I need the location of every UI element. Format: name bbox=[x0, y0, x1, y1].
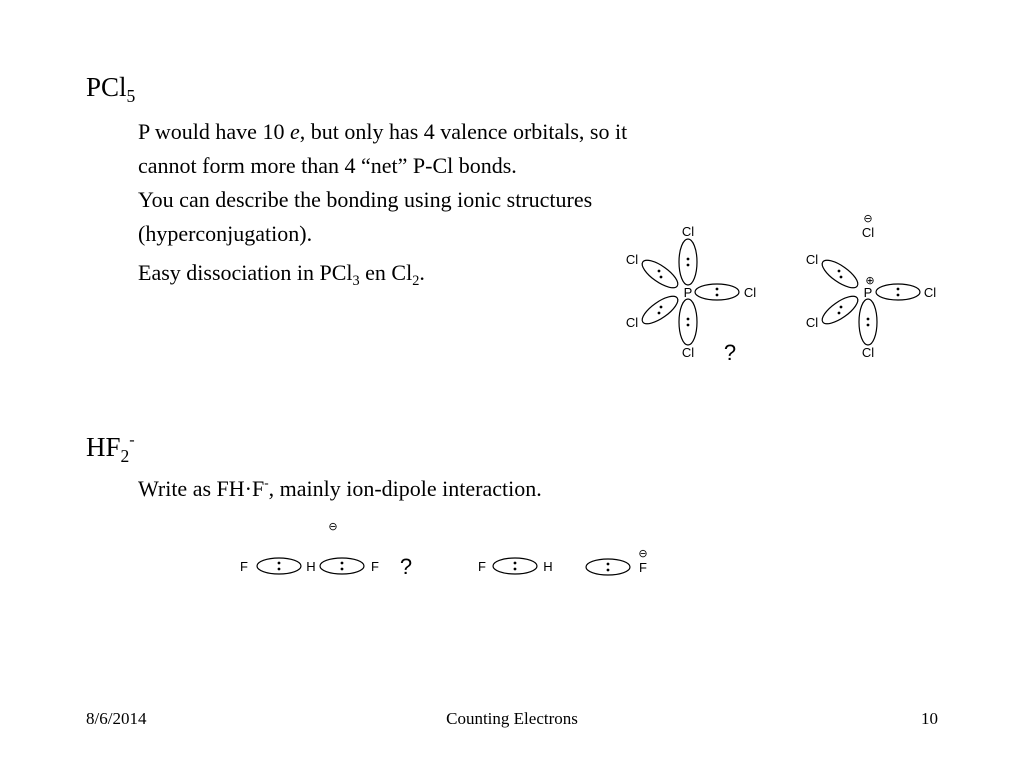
equatorial-orbital-upper-left bbox=[638, 255, 682, 292]
hf2-heading-sup: - bbox=[129, 430, 135, 449]
p-atom: P bbox=[683, 285, 693, 300]
cl-atom-lower-left: Cl bbox=[625, 315, 639, 330]
p-atom: P bbox=[863, 285, 873, 300]
hf2-heading-sub: 2 bbox=[120, 446, 130, 467]
f-h-orbital bbox=[257, 558, 301, 574]
f-h-orbital bbox=[493, 558, 537, 574]
cl-atom-lower-left: Cl bbox=[805, 315, 819, 330]
axial-orbital-bottom bbox=[859, 299, 877, 345]
pcl5-heading bbox=[86, 72, 136, 107]
pcl5-heading-main: PCl bbox=[86, 72, 127, 102]
f-atom-left: F bbox=[478, 559, 486, 574]
h-atom: H bbox=[543, 559, 553, 574]
axial-orbital-top bbox=[679, 239, 697, 285]
minus-charge-icon: ⊖ bbox=[863, 213, 873, 225]
pcl5-line-1-post: , but only has 4 valence orbitals, so it bbox=[299, 119, 628, 144]
minus-charge-icon: ⊖ bbox=[328, 521, 338, 533]
hf2-line-1-pre: Write as FH bbox=[138, 476, 245, 501]
pcl5-line-5-sub2: 2 bbox=[412, 273, 420, 289]
pcl5-line-5-post: . bbox=[419, 260, 425, 285]
h-atom: H bbox=[306, 559, 316, 574]
minus-charge-icon: ⊖ bbox=[638, 548, 648, 560]
pcl5-structure-ionic bbox=[806, 213, 936, 360]
pcl5-line-5-sub1: 3 bbox=[352, 273, 360, 289]
cl-atom-bottom: Cl bbox=[681, 345, 695, 360]
cl-atom-right: Cl bbox=[923, 285, 937, 300]
plus-charge-icon: ⊕ bbox=[865, 275, 875, 287]
hf2-orbital-diagram bbox=[225, 515, 665, 585]
pcl5-line-5-pre: Easy dissociation in PCl bbox=[138, 260, 353, 285]
footer-date: 8/6/2014 bbox=[86, 709, 147, 728]
hf2-line-1-sup: - bbox=[264, 474, 269, 490]
footer-page-number: 10 bbox=[921, 709, 938, 728]
axial-orbital-bottom bbox=[679, 299, 697, 345]
hf2-heading-main: HF bbox=[86, 432, 121, 462]
pcl5-line-1-pre: P would have 10 bbox=[138, 119, 290, 144]
cl-atom-top: Cl bbox=[681, 224, 695, 239]
f-atom-left: F bbox=[240, 559, 248, 574]
hf2-line-1-dot: · bbox=[244, 476, 252, 501]
cl-atom-right: Cl bbox=[743, 285, 757, 300]
equatorial-orbital-right bbox=[695, 284, 739, 300]
pcl5-line-5-mid: en Cl bbox=[359, 260, 413, 285]
equatorial-orbital-upper-left bbox=[818, 255, 862, 292]
cl-atom-top: Cl bbox=[861, 225, 875, 240]
f-atom-right: F bbox=[639, 560, 647, 575]
equatorial-orbital-lower-left bbox=[638, 291, 682, 328]
pcl5-line-4: (hyperconjugation). bbox=[138, 221, 313, 246]
question-mark: ? bbox=[399, 554, 413, 579]
hf2-heading bbox=[86, 430, 135, 467]
f-atom-right: F bbox=[371, 559, 379, 574]
hf2-line-1-post: , mainly ion-dipole interaction. bbox=[268, 476, 542, 501]
fluoride-lone-pair-orbital bbox=[586, 559, 630, 575]
pcl5-line-2: cannot form more than 4 “net” P-Cl bonds. bbox=[138, 153, 517, 178]
pcl5-heading-sub: 5 bbox=[126, 86, 136, 107]
pcl5-structure-covalent bbox=[626, 224, 756, 365]
cl-atom-upper-left: Cl bbox=[625, 252, 639, 267]
hf2-structure-delocalized bbox=[240, 521, 412, 579]
cl-atom-bottom: Cl bbox=[861, 345, 875, 360]
hf2-structure-ion-dipole bbox=[478, 548, 648, 575]
hf2-description bbox=[138, 472, 778, 506]
pcl5-line-1 bbox=[138, 115, 798, 149]
electron-symbol: e bbox=[289, 119, 300, 144]
pcl5-orbital-diagram bbox=[600, 205, 960, 375]
question-mark: ? bbox=[723, 340, 737, 365]
hf2-line-1 bbox=[138, 472, 778, 506]
pcl5-line-3: You can describe the bonding using ionic structures bbox=[138, 187, 593, 212]
footer-title: Counting Electrons bbox=[446, 709, 578, 728]
equatorial-orbital-right bbox=[876, 284, 920, 300]
h-f-orbital bbox=[320, 558, 364, 574]
hf2-line-1-f: F bbox=[251, 476, 265, 501]
equatorial-orbital-lower-left bbox=[818, 291, 862, 328]
cl-atom-upper-left: Cl bbox=[805, 252, 819, 267]
